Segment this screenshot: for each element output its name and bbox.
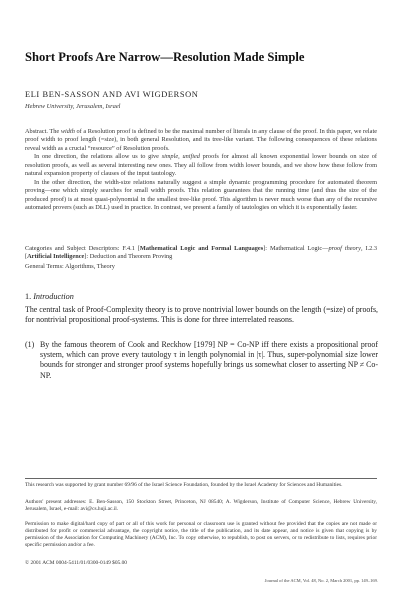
abstract-paragraph-1: Abstract. The width of a Resolution proof is defined to be the maximal number of literals in any clause of the proof. In this paper, we relate proof width to proof length (=size), in both general Resolution, and its tree-like variant. The following consequences of these relations reveal width as a crucial “resource” of Resolution proofs. bbox=[25, 128, 377, 152]
footnote-copyright: © 2001 ACM 0004-5411/01/0300-0149 $05.00 bbox=[25, 560, 127, 566]
list-item-number: (1) bbox=[25, 340, 35, 349]
section-heading: 1. Introduction bbox=[25, 292, 74, 301]
journal-citation: Journal of the ACM, Vol. 48, No. 2, March 2001, pp. 149–169. bbox=[264, 578, 378, 583]
abstract-label: Abstract. bbox=[25, 128, 48, 135]
abstract bbox=[25, 128, 377, 213]
general-terms: General Terms: Algorithms, Theory bbox=[25, 263, 115, 270]
list-item-text: By the famous theorem of Cook and Reckhow [1979] NP = Co-NP iff there exists a propositional proof system, which can prove every tautology τ in length polynomial in |τ|. Thus, super-polynomial size lower bounds for stronger and stronger proof systems hopefully brings us somewhat closer to asserting NP ≠ Co-NP. bbox=[40, 340, 378, 380]
footnote-address: Authors' present addresses: E. Ben-Sasson, 150 Stockton Street, Princeton, NJ 08540; A. Wigderson, Institute of Computer Science, Hebrew University, Jerusalem, Israel, e-mail: avi@cs.huji.ac.il. bbox=[25, 499, 377, 513]
subject-categories: Categories and Subject Descriptors: F.4.1 [Mathematical Logic and Formal Languages]: Mathematical Logic—proof theory, I.2.3 [Artificial Intelligence]: Deduction and Theorem Proving bbox=[25, 245, 377, 261]
footnote-permission: Permission to make digital/hard copy of part or all of this work for personal or classroom use is granted without fee provided that the copies are not made or distributed for profit or commercial advantage, the copyright notice, the title of the publication, and its date appear, and notice is given that copying is by permission of the Association for Computing Machinery (ACM), Inc. To copy otherwise, to republish, to post on servers, or to redistribute to lists, requires prior specific permission and/or a fee. bbox=[25, 521, 377, 549]
paper-title: Short Proofs Are Narrow—Resolution Made Simple bbox=[25, 50, 305, 64]
footnote-divider bbox=[25, 478, 377, 479]
intro-paragraph: The central task of Proof-Complexity theory is to prove nontrivial lower bounds on the length (=size) of proofs, for nontrivial propositional proof-systems. This is done for three interrelated reasons. bbox=[25, 305, 378, 325]
list-item bbox=[25, 340, 378, 381]
abstract-paragraph-2: In one direction, the relations allow us to give simple, unified proofs for almost all known exponential lower bounds on size of resolution proofs, as well as several interesting new ones. They all follow from width lower bounds, and we show how these follow from natural expansion property of clauses of the input tautology. bbox=[25, 153, 377, 178]
abstract-paragraph-3: In the other direction, the width-size relations naturally suggest a simple dynamic programming procedure for automated theorem proving—one which simply searches for small width proofs. This relation guarantees that the running time (and thus the size of the produced proof) is at most quasi-polynomial in the smallest tree-like proof. This algorithm is never much worse than any of the recursive automated provers (such as DLL) used in practice. In contrast, we present a family of tautologies on which it is exponentially faster. bbox=[25, 178, 377, 212]
footnote-grant: This research was supported by grant number 69/96 of the Israel Science Foundation, founded by the Israel Academy for Sciences and Humanities. bbox=[25, 482, 343, 488]
author-list: ELI BEN-SASSON AND AVI WIGDERSON bbox=[25, 90, 199, 99]
affiliation: Hebrew University, Jerusalem, Israel bbox=[25, 103, 121, 110]
